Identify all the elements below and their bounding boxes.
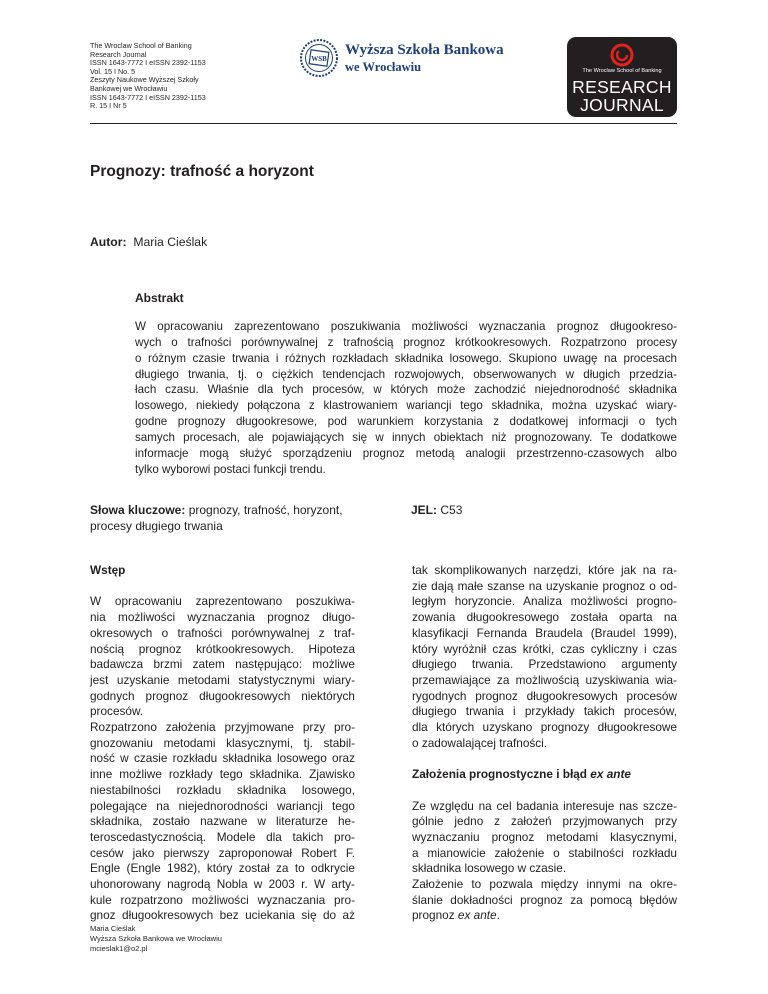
footer-email: mcieslak1@o2.pl [90,944,148,953]
article-title: Prognozy: trafność a horyzont [90,163,314,180]
abstract-line: losowego, niekiedy połączona z klastrowaniem wariancji tego składnika, można uzyskać wiary- [135,399,677,413]
jel-code: C53 [440,503,463,517]
body-line: Rozpatrzono założenia przyjmowane przy pro- [90,720,355,735]
university-name: Wyższa Szkoła Bankowa [345,42,504,58]
body-line: dla których uzyskano prognozy długookresowe [412,720,677,735]
abstract-line: W opracowaniu zaprezentowano poszukiwania możliwości wyznaczania prognoz długookreso- [135,320,677,333]
footer-line: Maria Cieślak [90,924,136,933]
body-line: nia możliwości wyznaczania prognoz długo- [90,610,355,625]
header-divider [90,123,677,124]
right-column [412,563,677,924]
keywords-text: prognozy, trafność, horyzont, procesy długiego trwania [90,503,343,533]
body-line: procesów. [90,704,144,719]
body-line: a mianowicie założenie o stabilności rozkładu [412,845,677,860]
meta-line: Vol. 15 I No. 5 [90,66,136,76]
body-line: uhonorowany nagrodą Nobla w 2003 r. W arty- [90,877,355,892]
body-line: nością prognoz krótkookresowych. Hipoteza [90,641,355,656]
body-line: okresowych o trafności porównywalnej z traf- [90,625,355,640]
body-line: przemawiające za możliwością uzyskiwania wia- [412,672,677,687]
body-line: inne możliwe rozkłady tego składnika. Zjawisko [90,767,355,782]
abstract-line: łach czasu. Właśnie dla tych procesów, w których może zachodzić niejednorodność składnika [135,383,677,397]
body-line: niestabilności rozkładu składnika losowego, [90,782,355,797]
body-line: długiego trwania i przykłady takich procesów, [412,704,677,719]
body-line: długiego trwania. Przedstawiono argumenty [412,657,677,672]
body-line: o zadowalającej trafności. [412,735,548,750]
journal-title-line2: JOURNAL [580,95,664,115]
body-line: jest uzyskanie metodami statystycznymi wiary- [90,672,355,687]
journal-title-line1: RESEARCH [572,77,672,97]
body-line: Engle (Engle 1982), który został za to odkrycie [90,861,355,876]
body-line [412,908,677,924]
body-line: cesów jako pierwszy zaproponował Robert F. [90,845,355,860]
journal-swirl-icon [610,43,634,67]
body-text: prognoz [412,908,458,923]
body-line: godnych prognoz długookresowych niektórych [90,688,355,703]
body-line: Założenie to pozwala między innymi na okre- [412,877,677,892]
abstract-body [135,319,677,477]
body-line: gnozowaniu metodami klasycznymi, tj. stabil- [90,735,355,750]
body-line: który wyróżnił czas krótki, czas cykliczny i czas [412,641,677,656]
body-line: klasyfikacji Fernanda Braudela (Braudel 1999), [412,625,677,640]
body-line: gnoz długookresowych bez uciekania się do aż [90,908,355,923]
author-name: Maria Cieślak [133,235,208,249]
author-label: Autor: [90,235,127,249]
meta-line: Zeszyty Naukowe Wyższej Szkoły [90,75,199,85]
journal-badge [567,37,677,117]
body-line: W opracowaniu zaprezentowano poszukiwa- [90,594,355,609]
university-city: we Wrocławiu [345,60,422,74]
keywords [90,503,370,535]
body-line: polegające na niejednorodności wariancji tego [90,798,355,813]
author-affiliation [90,924,222,954]
body-line: wyznaczaniu prognoz metodami klasycznymi, [412,829,677,844]
abstract-heading: Abstrakt [135,291,184,305]
abstract-line: informacje mogą służyć sporządzeniu prognoz metodą analogii przestrzenno-czasowych albo [135,446,677,460]
abstract-line: tylko wyborowi postaci funkcji trendu. [135,462,326,476]
body-line: badawcza brzmi zatem następująco: możliwe [90,657,355,672]
heading-italic: ex ante [590,767,631,782]
emblem-label: WSB [311,55,327,63]
abstract-line: godne prognozy długookresowe, pod warunkiem korzystania z dodatkowej informacji o tych [135,415,677,429]
abstract-line: o różnym czasie trwania i różnych rozkładach składnika losowego. Skupiono uwagę na procesach [135,351,677,365]
body-line: ność w czasie rozkładu składnika losowego oraz [90,751,355,766]
body-line: zie dają małe szanse na uzyskanie prognoz o od- [412,578,677,593]
author-line [90,235,207,249]
meta-line: R. 15 I Nr 5 [90,101,127,111]
abstract-line: wych o trafności porównywalnej z trafnością prognoz krótkookresowych. Rozpatrzono procesy [135,335,677,349]
meta-line: ISSN 1643-7772 I eISSN 2392-1153 [90,92,206,102]
body-line: tak skomplikowanych narzędzi, które jak na ra- [412,563,677,577]
left-column [90,563,355,924]
journal-school: The Wroclaw School of Banking [582,68,662,74]
body-line: gólnie jedno z założeń przyjmowanych przy [412,814,677,829]
journal-metadata [90,42,260,111]
jel-classification [411,503,462,517]
body-text: . [496,908,500,923]
section-heading-assumptions [412,767,677,783]
body-line: ległym horyzoncie. Analiza możliwości progno- [412,594,677,609]
body-line: teroscedastycznością. Modele dla takich pro- [90,829,355,844]
abstract-line: samych procesach, ale pojawiających się w innych obiektach niż prognozowany. Te dodatkowe [135,430,677,444]
body-line: rygodnych prognoz długookresowych procesów [412,688,677,703]
university-emblem-icon [299,38,339,78]
body-line: składnika, zostało nazwane w literaturze he- [90,814,355,829]
body-line: zowania długookresowego została oparta na [412,610,677,625]
heading-text: Założenia prognostyczne i błąd [412,767,591,782]
abstract-line: długiego trwania, tj. o ciężkich tendencjach rozwojowych, obserwowanych w długich przedzia- [135,367,677,381]
meta-line: Research Journal [90,49,147,59]
meta-line: ISSN 1643-7772 I eISSN 2392-1153 [90,58,206,68]
section-heading-intro: Wstęp [90,563,126,577]
jel-label: JEL: [411,503,438,517]
body-italic: ex ante [457,908,497,923]
meta-line: The Wroclaw School of Banking [90,41,192,50]
body-line: Ze względu na cel badania interesuje nas szcze- [412,798,677,813]
university-logo [299,38,519,78]
keywords-label: Słowa kluczowe: [90,503,186,517]
body-line: kule rozpatrzono możliwości wyznaczania pro- [90,892,355,907]
footer-line: Wyższa Szkoła Bankowa we Wrocławiu [90,934,222,943]
body-line: składnika losowego w czasie. [412,861,567,876]
meta-line: Bankowej we Wrocławiu [90,83,168,93]
body-line: ślanie dokładności prognoz za pomocą błędów [412,892,677,907]
